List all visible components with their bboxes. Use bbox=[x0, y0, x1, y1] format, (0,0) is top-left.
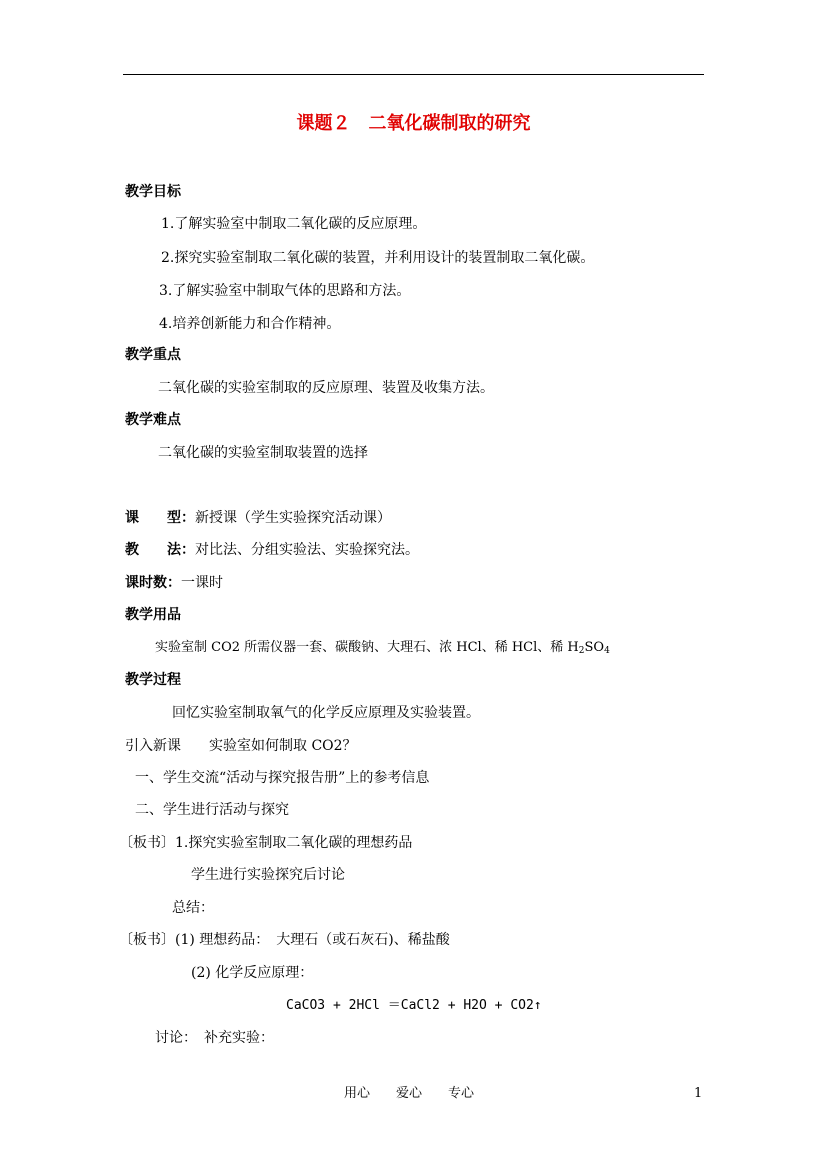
objective-item: 2.探究实验室制取二氧化碳的装置，并利用设计的装置制取二氧化碳。 bbox=[161, 250, 595, 266]
process-line: 学生进行实验探究后讨论 bbox=[191, 867, 345, 883]
process-line: 一、学生交流“活动与探究报告册”上的参考信息 bbox=[135, 770, 430, 786]
process-line: 〔板书〕1.探究实验室制取二氧化碳的理想药品 bbox=[119, 835, 413, 851]
process-line: 〔板书〕(1) 理想药品： 大理石（或石灰石)、稀盐酸 bbox=[119, 932, 450, 948]
objective-item: 1.了解实验室中制取二氧化碳的反应原理。 bbox=[161, 216, 427, 232]
page-number: 1 bbox=[694, 1086, 703, 1101]
hours-label: 课时数： bbox=[125, 575, 181, 591]
materials-subscript: 2 bbox=[578, 646, 585, 656]
process-line: 讨论： 补充实验： bbox=[155, 1030, 274, 1046]
difficulty-heading: 教学难点 bbox=[125, 412, 181, 428]
header-rule bbox=[123, 74, 704, 75]
lesson-type-label: 课 型： bbox=[125, 510, 195, 526]
page-title: 课题２ 二氧化碳制取的研究 bbox=[296, 113, 531, 134]
process-line: 回忆实验室制取氧气的化学反应原理及实验装置。 bbox=[172, 705, 480, 721]
process-heading: 教学过程 bbox=[125, 672, 181, 688]
reaction-equation: CaCO3 + 2HCl ＝CaCl2 + H2O + CO2↑ bbox=[286, 998, 542, 1013]
materials-subscript: 4 bbox=[604, 646, 610, 656]
objectives-heading: 教学目标 bbox=[125, 184, 181, 200]
objective-item: 3.了解实验室中制取气体的思路和方法。 bbox=[159, 283, 411, 299]
key-points-text: 二氧化碳的实验室制取的反应原理、装置及收集方法。 bbox=[158, 380, 494, 396]
process-line: (2) 化学反应原理： bbox=[191, 965, 314, 981]
method-value: 对比法、分组实验法、实验探究法。 bbox=[195, 542, 419, 558]
objective-item: 4.培养创新能力和合作精神。 bbox=[159, 316, 341, 332]
materials-text bbox=[155, 639, 610, 660]
process-line: 引入新课 实验室如何制取 CO2？ bbox=[125, 738, 357, 754]
materials-formula: SO bbox=[584, 640, 605, 655]
footer-motto: 用心 爱心 专心 bbox=[344, 1086, 475, 1101]
materials-heading: 教学用品 bbox=[125, 607, 181, 623]
hours-row bbox=[125, 574, 223, 592]
method-row bbox=[125, 541, 419, 559]
materials-prefix: 实验室制 CO2 所需仪器一套、碳酸钠、大理石、浓 HCl、稀 HCl、稀 H bbox=[155, 640, 579, 655]
lesson-type-row bbox=[125, 509, 391, 527]
key-points-heading: 教学重点 bbox=[125, 347, 181, 363]
method-label: 教 法： bbox=[125, 542, 195, 558]
lesson-type-value: 新授课（学生实验探究活动课） bbox=[195, 510, 391, 526]
hours-value: 一课时 bbox=[181, 575, 223, 591]
difficulty-text: 二氧化碳的实验室制取装置的选择 bbox=[158, 445, 368, 461]
process-line: 二、学生进行活动与探究 bbox=[135, 802, 289, 818]
process-line: 总结： bbox=[172, 900, 214, 916]
